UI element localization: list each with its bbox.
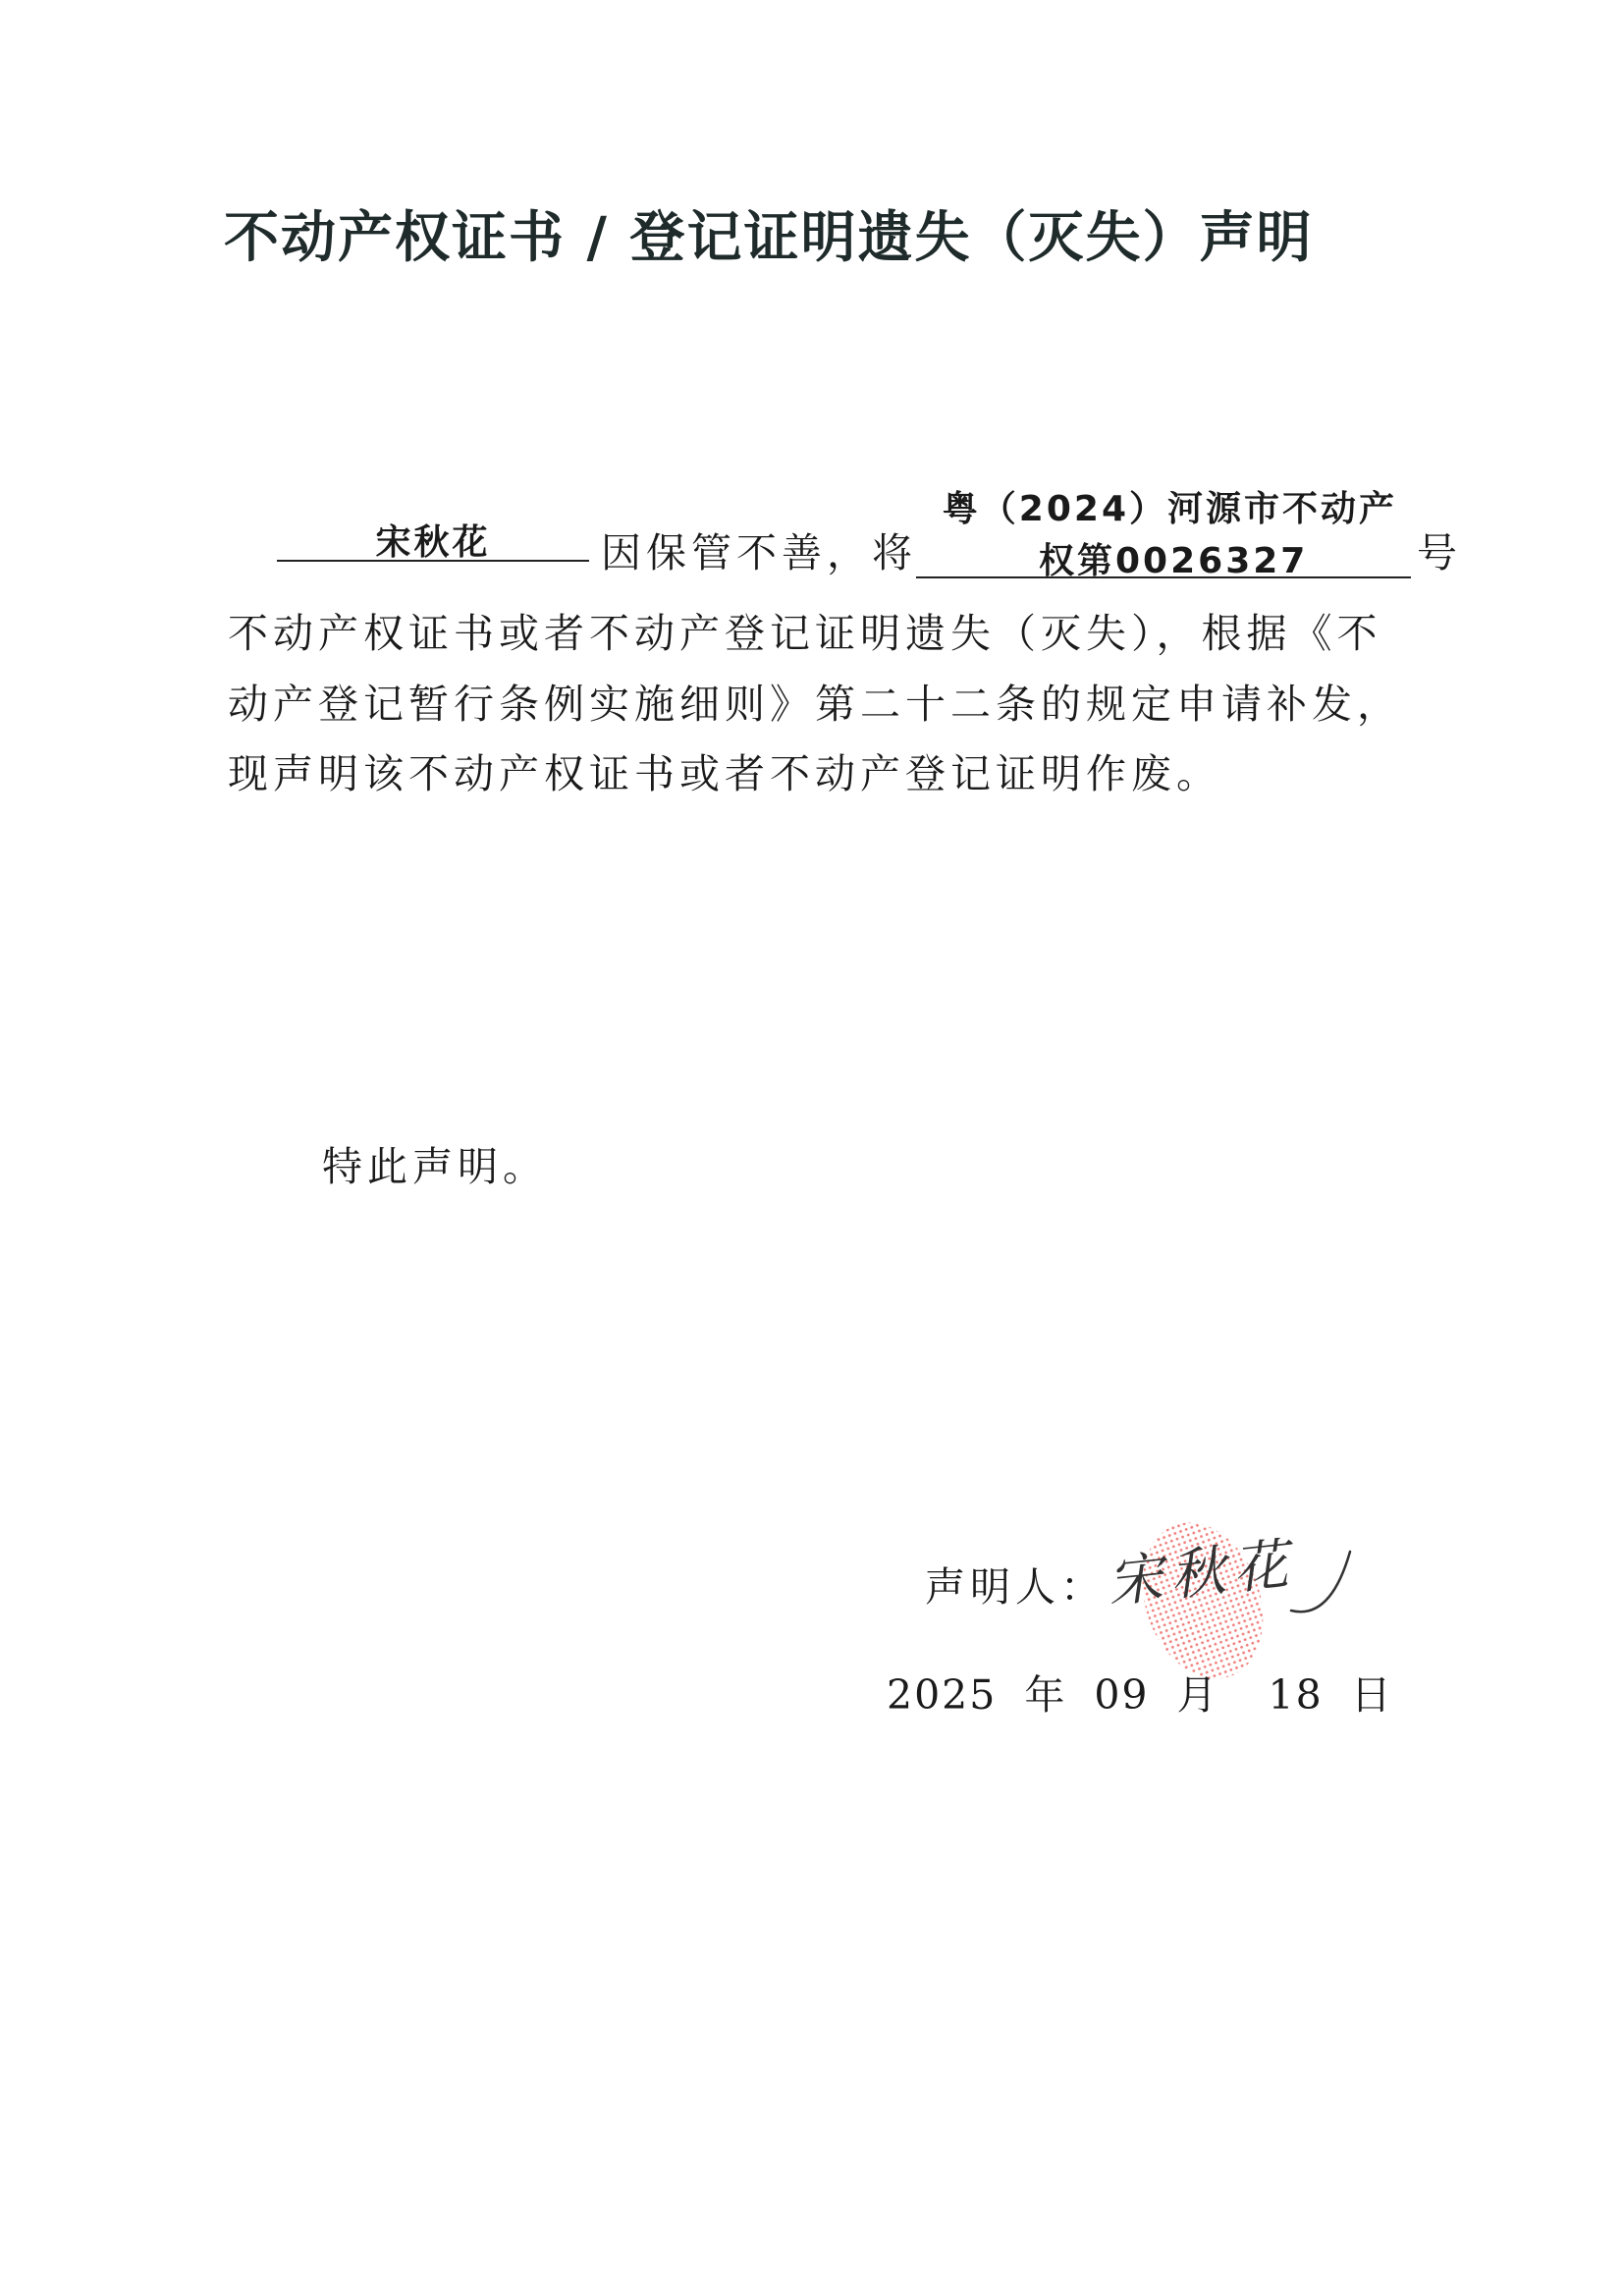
signature-flourish — [1291, 1552, 1350, 1612]
body-line-2: 动产登记暂行条例实施细则》第二十二条的规定申请补发， — [228, 681, 1402, 728]
sentence-part2: 号 — [1417, 529, 1462, 576]
certificate-number-field — [916, 481, 1411, 581]
certificate-number-line1: 粤（2024）河源市不动产 — [942, 489, 1397, 529]
document-title: 不动产权证书 / 登记证明遗失（灭失）声明 — [224, 206, 1314, 270]
signature-label: 声明人： — [925, 1563, 1106, 1611]
closing-statement: 特此声明。 — [322, 1143, 548, 1190]
date-year-unit: 年 — [1024, 1671, 1067, 1719]
body-line-1: 不动产权证书或者不动产登记证明遗失（灭失），根据《不 — [228, 610, 1382, 657]
date-day: 18 — [1268, 1671, 1324, 1719]
certificate-number-line2: 权第0026327 — [1039, 541, 1309, 581]
date-year: 2025 — [887, 1671, 998, 1719]
declarant-name: 宋秋花 — [375, 522, 491, 563]
date-month: 09 — [1094, 1671, 1150, 1719]
name-field — [277, 517, 589, 562]
handwritten-signature: 宋秋花 — [1105, 1532, 1299, 1615]
date-month-unit: 月 — [1176, 1671, 1219, 1719]
declaration-date — [887, 1663, 1421, 1721]
body-line-3: 现声明该不动产权证书或者不动产登记证明作废。 — [228, 750, 1221, 797]
date-day-unit: 日 — [1350, 1671, 1393, 1719]
sentence-part1: 因保管不善，将 — [601, 529, 917, 576]
